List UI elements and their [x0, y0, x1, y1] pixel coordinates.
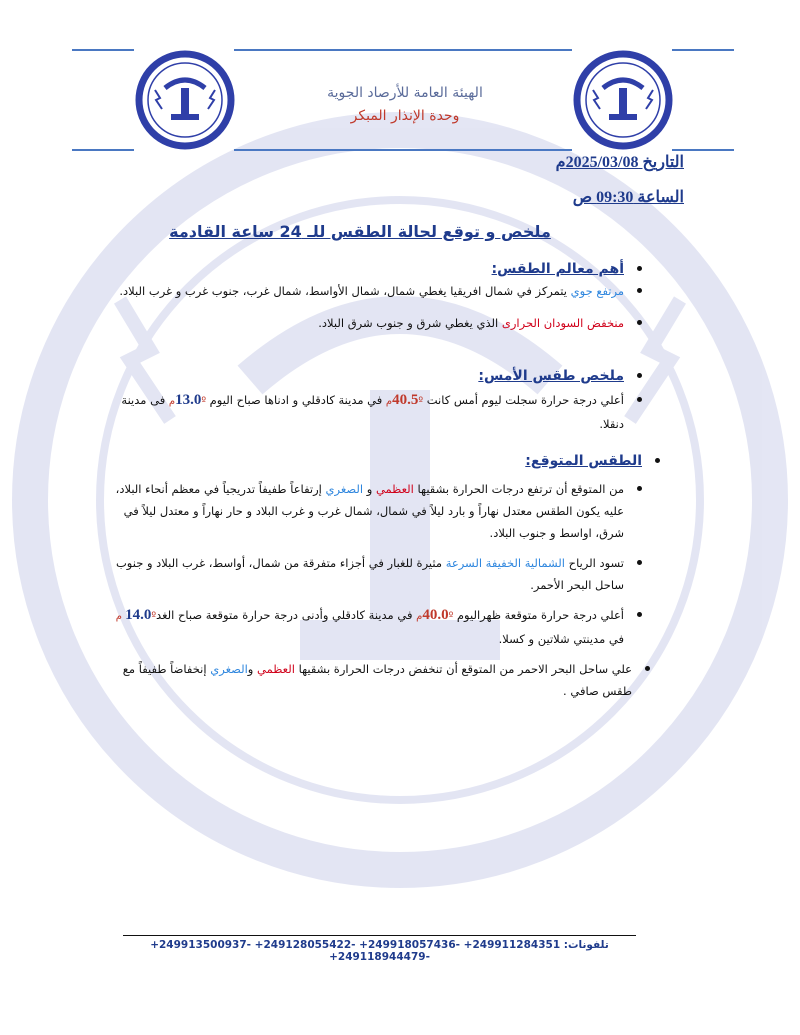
- list-item-text: يتمركز في شمال افريقيا يغطي شمال، شمال الأواسط، شمال غرب، جنوب غرب و غرب البلاد.: [119, 284, 571, 298]
- agency-name: الهيئة العامة للأرصاد الجوية: [327, 85, 483, 101]
- max-label: العظمي: [257, 662, 295, 676]
- forecast-heading: الطقس المتوقع:: [525, 453, 642, 469]
- list-item-text: أعلي درجة حرارة سجلت ليوم أمس كانت: [423, 393, 624, 407]
- yesterday-section: [112, 365, 642, 435]
- list-item-text: فى مدينة دنقلا.: [121, 393, 624, 431]
- temp-unit: ºم: [416, 611, 454, 622]
- list-item-text: في مدينة كادقلي وأدنى درجة حرارة متوقعة صباح الغد: [156, 608, 417, 622]
- header-line-center-top: [234, 49, 572, 51]
- list-item-text: إنخفاضاً طفيفاً مع طقس صافي .: [122, 662, 632, 698]
- bullet: [637, 266, 642, 271]
- footer-phones: تلفونات: 249911284351+ -249918057436+ -249128055422+ -249913500937+ -249118944479+: [150, 939, 609, 963]
- list-item-text: في مدينة كادقلي و ادناها صباح اليوم: [206, 393, 386, 407]
- list-item-text: تسود الرياح: [564, 556, 624, 570]
- features-section: [112, 258, 642, 334]
- report-date: التاريخ 2025/03/08م: [555, 154, 684, 171]
- bullet: [637, 612, 642, 617]
- max-temp-value: 40.5: [392, 392, 419, 408]
- forecast-section: [112, 450, 642, 702]
- max-label: العظمي: [375, 482, 414, 496]
- logo-right: [573, 50, 673, 150]
- forecast-max-value: 40.0: [422, 607, 449, 623]
- report-time: الساعة 09:30 ص: [572, 189, 684, 206]
- features-heading: أهم معالم الطقس:: [491, 261, 624, 277]
- list-item: [112, 552, 642, 596]
- list-item-text: و: [247, 662, 258, 676]
- bullet: [637, 397, 642, 402]
- min-temp-value: 13.0: [175, 392, 202, 408]
- high-pressure-label: مرتفع جوي: [570, 284, 624, 298]
- temp-unit: º م: [115, 611, 157, 622]
- list-item: [112, 280, 642, 302]
- list-item-text: مثيرة للغبار في أجزاء متفرقة من شمال، أواسط، غرب البلاد و جنوب ساحل البحر الأحمر.: [115, 556, 624, 592]
- temp-unit: ºم: [385, 396, 424, 407]
- header-line-right-top: [672, 49, 734, 51]
- list-item-text: أعلي درجة حرارة متوقعة ظهراليوم: [453, 608, 624, 622]
- list-item: [112, 478, 642, 544]
- footer-divider: [123, 935, 636, 936]
- forecast-min-value: 14.0: [125, 607, 152, 623]
- min-label: الصغري: [210, 662, 248, 676]
- header-line-right-bottom: [672, 149, 734, 151]
- thermal-low-label: منخفض السودان الحرارى: [501, 316, 624, 330]
- header-line-left-bottom: [72, 149, 134, 151]
- bullet: [637, 560, 642, 565]
- bullet: [637, 486, 642, 491]
- list-item: [112, 604, 642, 650]
- bullet: [655, 458, 660, 463]
- features-heading-item: [112, 258, 642, 280]
- list-item-text: إرتفاعاً طفيفاً تدريجياً في معظم أنحاء البلاد، عليه يكون الطقس معتدل نهاراً و بارد ليلاً في شمال، شمال غرب و غرب البلاد و حار نهاراً و معتدل ليلاً في شرق، اواسط و جنوب البلاد.: [115, 482, 624, 540]
- header-line-center-bottom: [234, 149, 572, 151]
- list-item-text: في مدينتي شلاتين و كسلا.: [498, 632, 624, 646]
- yesterday-heading: ملخص طقس الأمس:: [478, 368, 624, 384]
- bullet: [645, 666, 650, 671]
- unit-name: وحدة الإنذار المبكر: [350, 108, 460, 124]
- forecast-heading-item: [112, 450, 660, 472]
- list-item: [92, 658, 650, 702]
- bullet: [637, 373, 642, 378]
- list-item: [112, 389, 642, 435]
- bullet: [637, 320, 642, 325]
- list-item-text: علي ساحل البحر الاحمر من المتوقع أن تنخفض درجات الحرارة بشقيها: [294, 662, 632, 676]
- logo-left: [135, 50, 235, 150]
- temp-unit: ºم: [168, 396, 207, 407]
- document-title: ملخص و توقع لحالة الطقس للـ 24 ساعة القادمة: [169, 222, 551, 241]
- list-item-text: من المتوقع أن ترتفع درجات الحرارة بشقيها: [413, 482, 624, 496]
- wind-label: الشمالية الخفيفة السرعة: [445, 556, 565, 570]
- yesterday-heading-item: [112, 365, 642, 387]
- list-item: [112, 312, 642, 334]
- bullet: [637, 288, 642, 293]
- min-label: الصغري: [325, 482, 364, 496]
- list-item-text: و: [363, 482, 376, 496]
- list-item-text: الذي يغطي شرق و جنوب شرق البلاد.: [318, 316, 502, 330]
- header-line-left-top: [72, 49, 134, 51]
